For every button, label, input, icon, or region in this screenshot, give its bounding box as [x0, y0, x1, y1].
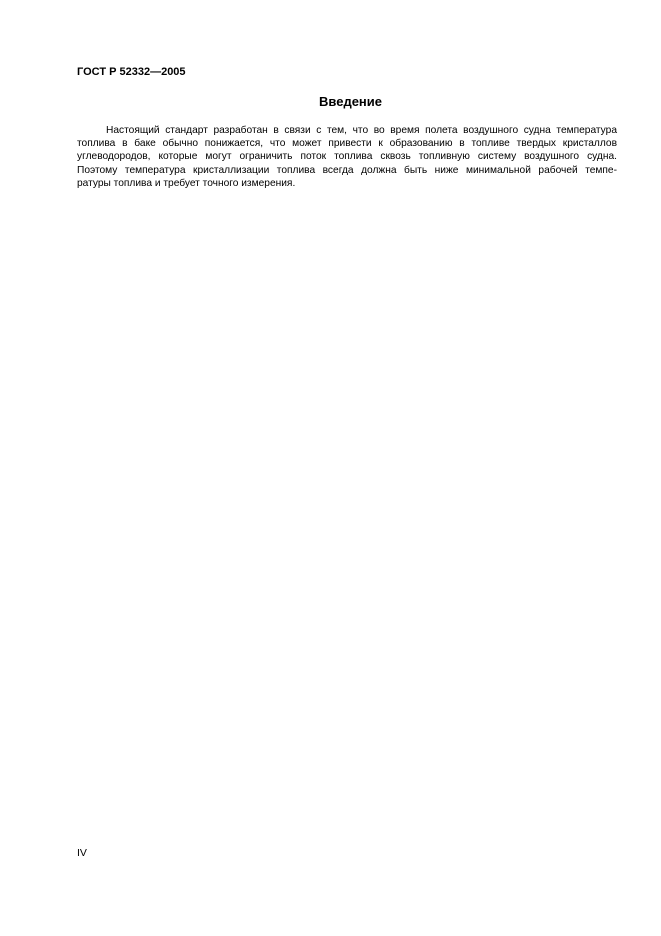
paragraph-line: Настоящий стандарт разработан в связи с тем, что во время полета воздушного судна температура: [106, 125, 617, 136]
paragraph-line: углеводородов, которые могут ограничить поток топлива сквозь топливную систему воздушного судна.: [77, 151, 617, 163]
document-code: ГОСТ Р 52332—2005: [77, 66, 186, 78]
page-number: IV: [77, 847, 87, 859]
paragraph-line: Поэтому температура кристаллизации топлива всегда должна быть ниже минимальной рабочей темпе-: [77, 164, 617, 176]
paragraph-line: топлива в баке обычно понижается, что может привести к образованию в топливе твердых кристаллов: [77, 138, 617, 150]
paragraph-line: ратуры топлива и требует точного измерения.: [77, 177, 296, 189]
section-title: Введение: [319, 94, 382, 109]
introduction-paragraph: [77, 124, 617, 190]
